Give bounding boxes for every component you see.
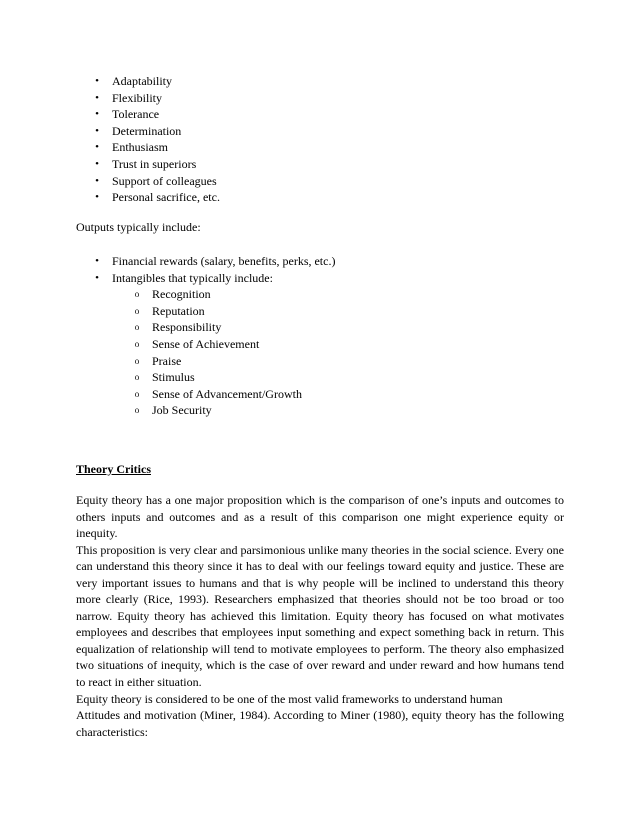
sub-list-item: o Stimulus [76,369,476,386]
bullet-icon: • [95,108,99,121]
paragraph: Equity theory has a one major proposition which is the comparison of one’s inputs and outcomes to others inputs and outcomes and as a result of this comparison one might experience equity or inequity. [76,493,564,541]
circle-bullet-icon: o [134,372,140,383]
circle-bullet-icon: o [134,388,140,399]
list-item: • Flexibility [76,90,476,107]
circle-bullet-icon: o [134,338,140,349]
bullet-icon: • [95,271,99,284]
intangibles-sublist-wrapper [76,286,476,419]
sub-list-item: o Responsibility [76,319,476,336]
list-item: • Determination [76,123,476,140]
list-item: • Personal sacrifice, etc. [76,189,476,206]
list-item: • Adaptability [76,73,476,90]
list-item: • Enthusiasm [76,139,476,156]
paragraph: This proposition is very clear and parsimonious unlike many theories in the social science. Every one can understand this theory since it has to deal with our feelings toward equity and justice. These are very important issues to humans and that is why people will be inclined to understand this theory more clearly (Rice, 1993). Researchers emphasized that theories should not be too broad or too narrow. Equity theory has achieved this limitation. Equity theory has focused on what motivates employees and describes that employees input something and expect something back in return. This equalization of relationship will tend to motivate employees to perform. The theory also emphasized two situations of inequity, which is the case of over reward and under reward and how humans tend to react in either situation. [76,542,564,690]
bullet-icon: • [95,91,99,104]
bullet-icon: • [95,141,99,154]
body-text [76,492,564,740]
list-item: • Support of colleagues [76,173,476,190]
circle-bullet-icon: o [134,305,140,316]
circle-bullet-icon: o [134,322,140,333]
circle-bullet-icon: o [134,289,140,300]
inputs-bullet-list [76,73,476,206]
sub-list-item: o Recognition [76,286,476,303]
sub-list-item: o Job Security [76,402,476,419]
sub-list-item: o Sense of Achievement [76,336,476,353]
paragraph: Attitudes and motivation (Miner, 1984). According to Miner (1980), equity theory has the following characteristics: [76,708,564,739]
sub-list-item: o Sense of Advancement/Growth [76,386,476,403]
bullet-icon: • [95,124,99,137]
paragraph: Equity theory is considered to be one of the most valid frameworks to understand human [76,691,503,706]
list-item: • Financial rewards (salary, benefits, perks, etc.) [76,253,476,270]
list-item: • Trust in superiors [76,156,476,173]
list-item: • Tolerance [76,106,476,123]
circle-bullet-icon: o [134,355,140,366]
list-item: • Intangibles that typically include: [76,270,476,287]
bullet-icon: • [95,157,99,170]
sub-list-item: o Reputation [76,303,476,320]
sub-list-item: o Praise [76,353,476,370]
outputs-bullet-list [76,253,476,419]
bullet-icon: • [95,191,99,204]
intangibles-sublist [76,286,476,419]
bullet-icon: • [95,75,99,87]
circle-bullet-icon: o [134,405,140,416]
outputs-intro: Outputs typically include: [76,220,201,234]
bullet-icon: • [95,174,99,187]
section-heading: Theory Critics [76,462,151,476]
bullet-icon: • [95,255,99,267]
